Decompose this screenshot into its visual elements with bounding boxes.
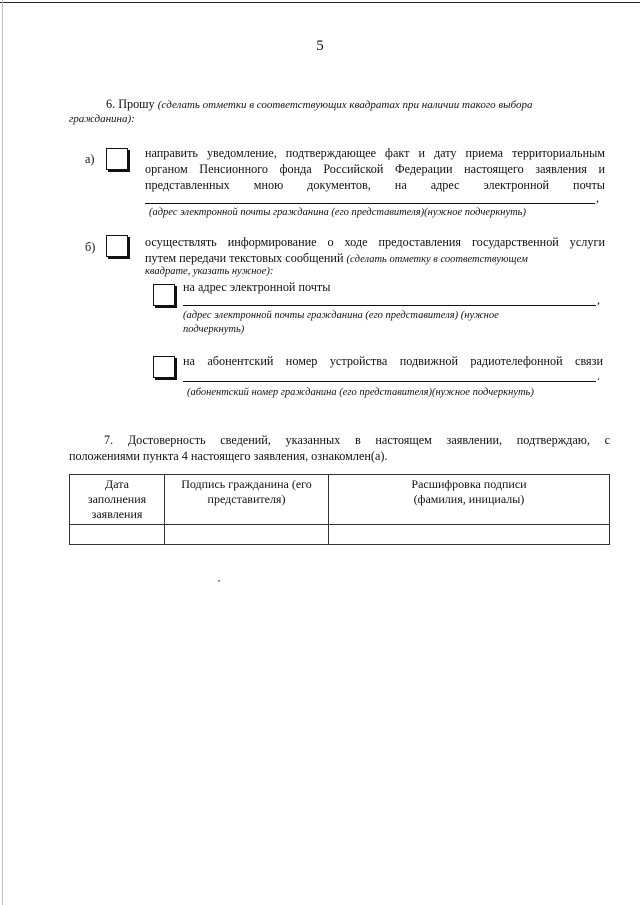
signature-header-cell — [165, 475, 329, 525]
option-a-comma: , — [596, 191, 600, 205]
section7-line1: 7. Достоверность сведений, указанных в настоящем заявлении, подтверждаю, с — [104, 433, 610, 447]
option-b-phone-field[interactable] — [183, 381, 596, 382]
stray-dot — [218, 580, 220, 582]
section6-note-line2: гражданина): — [69, 113, 135, 125]
left-edge-line — [2, 0, 3, 905]
option-a-marker: а) — [85, 152, 95, 166]
signature-header-line1: Подпись гражданина (его — [181, 477, 312, 491]
option-b-checkbox[interactable] — [106, 235, 128, 257]
option-b-line2-normal: путем передачи текстовых сообщений — [145, 251, 344, 265]
option-a-email-field[interactable] — [145, 203, 595, 204]
option-b-phone-caption: (абонентский номер гражданина (его представителя)(нужное подчеркнуть) — [187, 387, 534, 398]
option-b-phone-dot: . — [597, 369, 601, 383]
name-header-cell — [329, 475, 610, 525]
signature-header-line2: представителя) — [207, 492, 286, 506]
option-a-line3: представленных мною документов, на адрес электронной почты — [145, 178, 605, 192]
option-b-email-checkbox[interactable] — [153, 284, 175, 306]
option-a-caption: (адрес электронной почты гражданина (его представителя)(нужное подчеркнуть) — [149, 207, 526, 218]
name-input-cell[interactable] — [329, 525, 610, 545]
option-b-line2-italic: (сделать отметку в соответствующем — [346, 254, 528, 265]
section6-title: 6. Прошу — [106, 97, 155, 111]
signature-table — [69, 474, 610, 545]
option-b-email-field[interactable] — [183, 305, 596, 306]
option-b-email-caption-line1: (адрес электронной почты гражданина (его представителя) (нужное — [183, 310, 499, 321]
option-a-checkbox[interactable] — [106, 148, 128, 170]
date-header-line1: Дата — [105, 477, 129, 491]
date-input-cell[interactable] — [70, 525, 165, 545]
section6-note-line1: (сделать отметки в соответствующих квадратах при наличии такого выбора — [157, 99, 533, 111]
name-header-line2: (фамилия, инициалы) — [413, 492, 525, 506]
option-b-email-comma: , — [597, 293, 601, 307]
option-b-line1: осуществлять информирование о ходе предоставления государственной услуги — [145, 235, 605, 249]
option-b-email-caption-line2: подчеркнуть) — [183, 324, 245, 335]
option-b-marker: б) — [85, 240, 96, 254]
signature-input-cell[interactable] — [165, 525, 329, 545]
option-a-line2: органом Пенсионного фонда Российской Федерации настоящего заявления и — [145, 162, 605, 176]
signature-table-input-row — [70, 525, 610, 545]
option-b-phone-label: на абонентский номер устройства подвижной радиотелефонной связи — [183, 354, 603, 368]
option-a-line1: направить уведомление, подтверждающее факт и дату приема территориальным — [145, 146, 605, 160]
date-header-cell — [70, 475, 165, 525]
option-b-phone-checkbox[interactable] — [153, 356, 175, 378]
date-header-line3: заявления — [91, 507, 143, 521]
signature-table-header-row — [70, 475, 610, 525]
option-b-line3: квадрате, указать нужное): — [145, 266, 274, 277]
name-header-line1: Расшифровка подписи — [411, 477, 527, 491]
date-header-line2: заполнения — [87, 492, 147, 506]
section7-line2: положениями пункта 4 настоящего заявления, ознакомлен(а). — [69, 449, 388, 463]
section6-heading — [106, 96, 533, 113]
page-number: 5 — [316, 38, 324, 54]
top-border-line — [0, 2, 640, 3]
option-b-email-label: на адрес электронной почты — [183, 280, 331, 294]
